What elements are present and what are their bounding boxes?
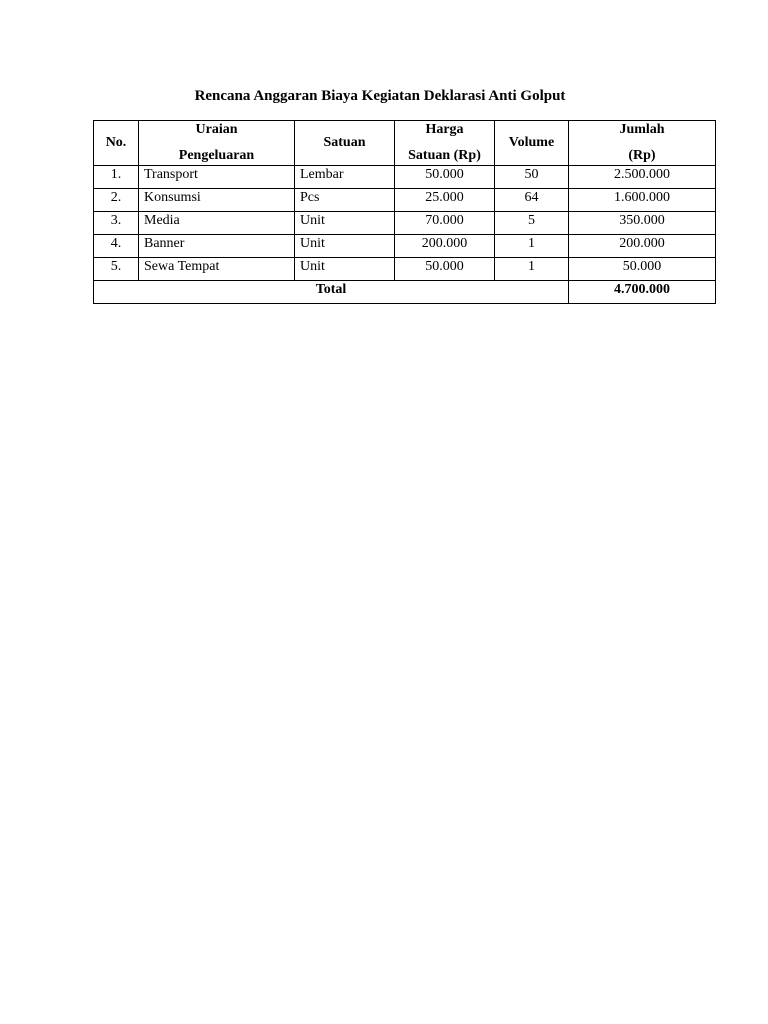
- cell-satuan: Unit: [295, 212, 395, 235]
- header-harga: [395, 121, 495, 166]
- header-uraian-line1: Uraian: [195, 122, 238, 137]
- table-row: [94, 166, 716, 189]
- cell-jumlah: 50.000: [569, 258, 716, 281]
- table-header-row: [94, 121, 716, 166]
- header-jumlah-line1: Jumlah: [619, 122, 665, 137]
- cell-no: 1.: [94, 166, 139, 189]
- header-volume: Volume: [495, 121, 569, 166]
- cell-uraian: Transport: [139, 166, 295, 189]
- cell-no: 3.: [94, 212, 139, 235]
- cell-harga: 50.000: [395, 258, 495, 281]
- header-satuan: Satuan: [295, 121, 395, 166]
- total-label: Total: [94, 281, 569, 304]
- header-harga-line2: Satuan (Rp): [408, 148, 481, 163]
- header-no: No.: [94, 121, 139, 166]
- cell-satuan: Pcs: [295, 189, 395, 212]
- cell-uraian: Sewa Tempat: [139, 258, 295, 281]
- cell-jumlah: 200.000: [569, 235, 716, 258]
- cell-volume: 1: [495, 258, 569, 281]
- cell-jumlah: 1.600.000: [569, 189, 716, 212]
- table-row: [94, 212, 716, 235]
- cell-no: 2.: [94, 189, 139, 212]
- table-row: [94, 235, 716, 258]
- header-uraian: [139, 121, 295, 166]
- cell-volume: 5: [495, 212, 569, 235]
- total-row: [94, 281, 716, 304]
- cell-harga: 200.000: [395, 235, 495, 258]
- cell-harga: 25.000: [395, 189, 495, 212]
- document-title: Rencana Anggaran Biaya Kegiatan Deklarasi Anti Golput: [194, 88, 566, 104]
- header-jumlah: [569, 121, 716, 166]
- cell-harga: 70.000: [395, 212, 495, 235]
- table-row: [94, 258, 716, 281]
- cell-satuan: Lembar: [295, 166, 395, 189]
- budget-table: [93, 120, 716, 304]
- cell-satuan: Unit: [295, 235, 395, 258]
- cell-volume: 50: [495, 166, 569, 189]
- cell-jumlah: 350.000: [569, 212, 716, 235]
- total-value: 4.700.000: [569, 281, 716, 304]
- cell-jumlah: 2.500.000: [569, 166, 716, 189]
- cell-satuan: Unit: [295, 258, 395, 281]
- cell-volume: 64: [495, 189, 569, 212]
- cell-volume: 1: [495, 235, 569, 258]
- cell-no: 4.: [94, 235, 139, 258]
- header-jumlah-line2: (Rp): [628, 148, 656, 163]
- cell-uraian: Banner: [139, 235, 295, 258]
- cell-uraian: Media: [139, 212, 295, 235]
- table-row: [94, 189, 716, 212]
- cell-uraian: Konsumsi: [139, 189, 295, 212]
- cell-no: 5.: [94, 258, 139, 281]
- header-harga-line1: Harga: [425, 122, 464, 137]
- cell-harga: 50.000: [395, 166, 495, 189]
- header-uraian-line2: Pengeluaran: [178, 148, 255, 163]
